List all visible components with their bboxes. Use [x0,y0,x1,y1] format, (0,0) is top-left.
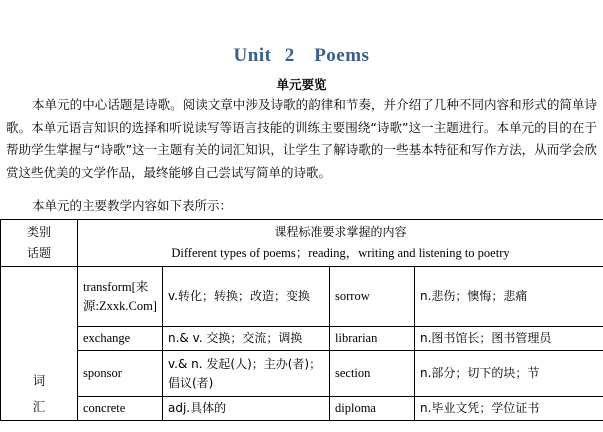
table-intro-paragraph: 本单元的主要教学内容如下表所示： [32,198,233,213]
page-title: Unit 2 Poems [233,45,370,66]
vocab-category-cell [1,267,78,421]
table-row [1,351,603,397]
table-header-row [1,220,603,267]
word-cell: sponsor [78,351,163,397]
table-row [1,267,603,327]
table-row [1,397,603,421]
meaning-cell: v.转化；转换；改造；变换 [163,267,330,327]
meaning-cell: n.毕业文凭；学位证书 [415,397,603,421]
intro-paragraph: 本单元的中心话题是诗歌。阅读文章中涉及诗歌的韵律和节奏，并介绍了几种不同内容和形式的简单诗歌。本单元语言知识的选择和听说读写等语言技能的训练主要围绕“诗歌”这一主题进行。本单元的目的在于帮助学生掌握与“诗歌”这一主题有关的词汇知识，让学生了解诗歌的一些基本特征和写作方法，从而学会欣赏这些优美的文学作品，最终能够自己尝试写简单的诗歌。 [6,97,597,180]
meaning-cell: n.部分；切下的块；节 [415,351,603,397]
vocab-category-char-1: 词 [32,373,46,388]
meaning-cell: v.& n. 发起(人)；主办(者)；倡议(者) [163,351,330,397]
meaning-cell: adj.具体的 [163,397,330,421]
word-cell: transform[来源:Zxxk.Com] [78,267,163,327]
word-cell: exchange [78,327,163,351]
word-cell: section [330,351,415,397]
content-table [0,219,603,421]
header-topic-label: 话题 [26,246,51,260]
meaning-cell: n.& v. 交换；交流；调换 [163,327,330,351]
word-cell: concrete [78,397,163,421]
word-cell: sorrow [330,267,415,327]
table-row [1,327,603,351]
meaning-cell: n.悲伤；懊悔；悲痛 [415,267,603,327]
header-requirements-label: 课程标准要求掌握的内容 [274,225,407,239]
word-cell: diploma [330,397,415,421]
header-category-label: 类别 [26,225,51,239]
header-topic-text: Different types of poems；reading，writing and listening to poetry [171,246,510,260]
header-category-cell [1,220,78,267]
meaning-cell: n.图书馆长；图书管理员 [415,327,603,351]
vocab-category-char-2: 汇 [32,399,46,414]
section-subtitle: 单元要览 [276,77,327,92]
word-cell: librarian [330,327,415,351]
header-content-cell [78,220,603,267]
